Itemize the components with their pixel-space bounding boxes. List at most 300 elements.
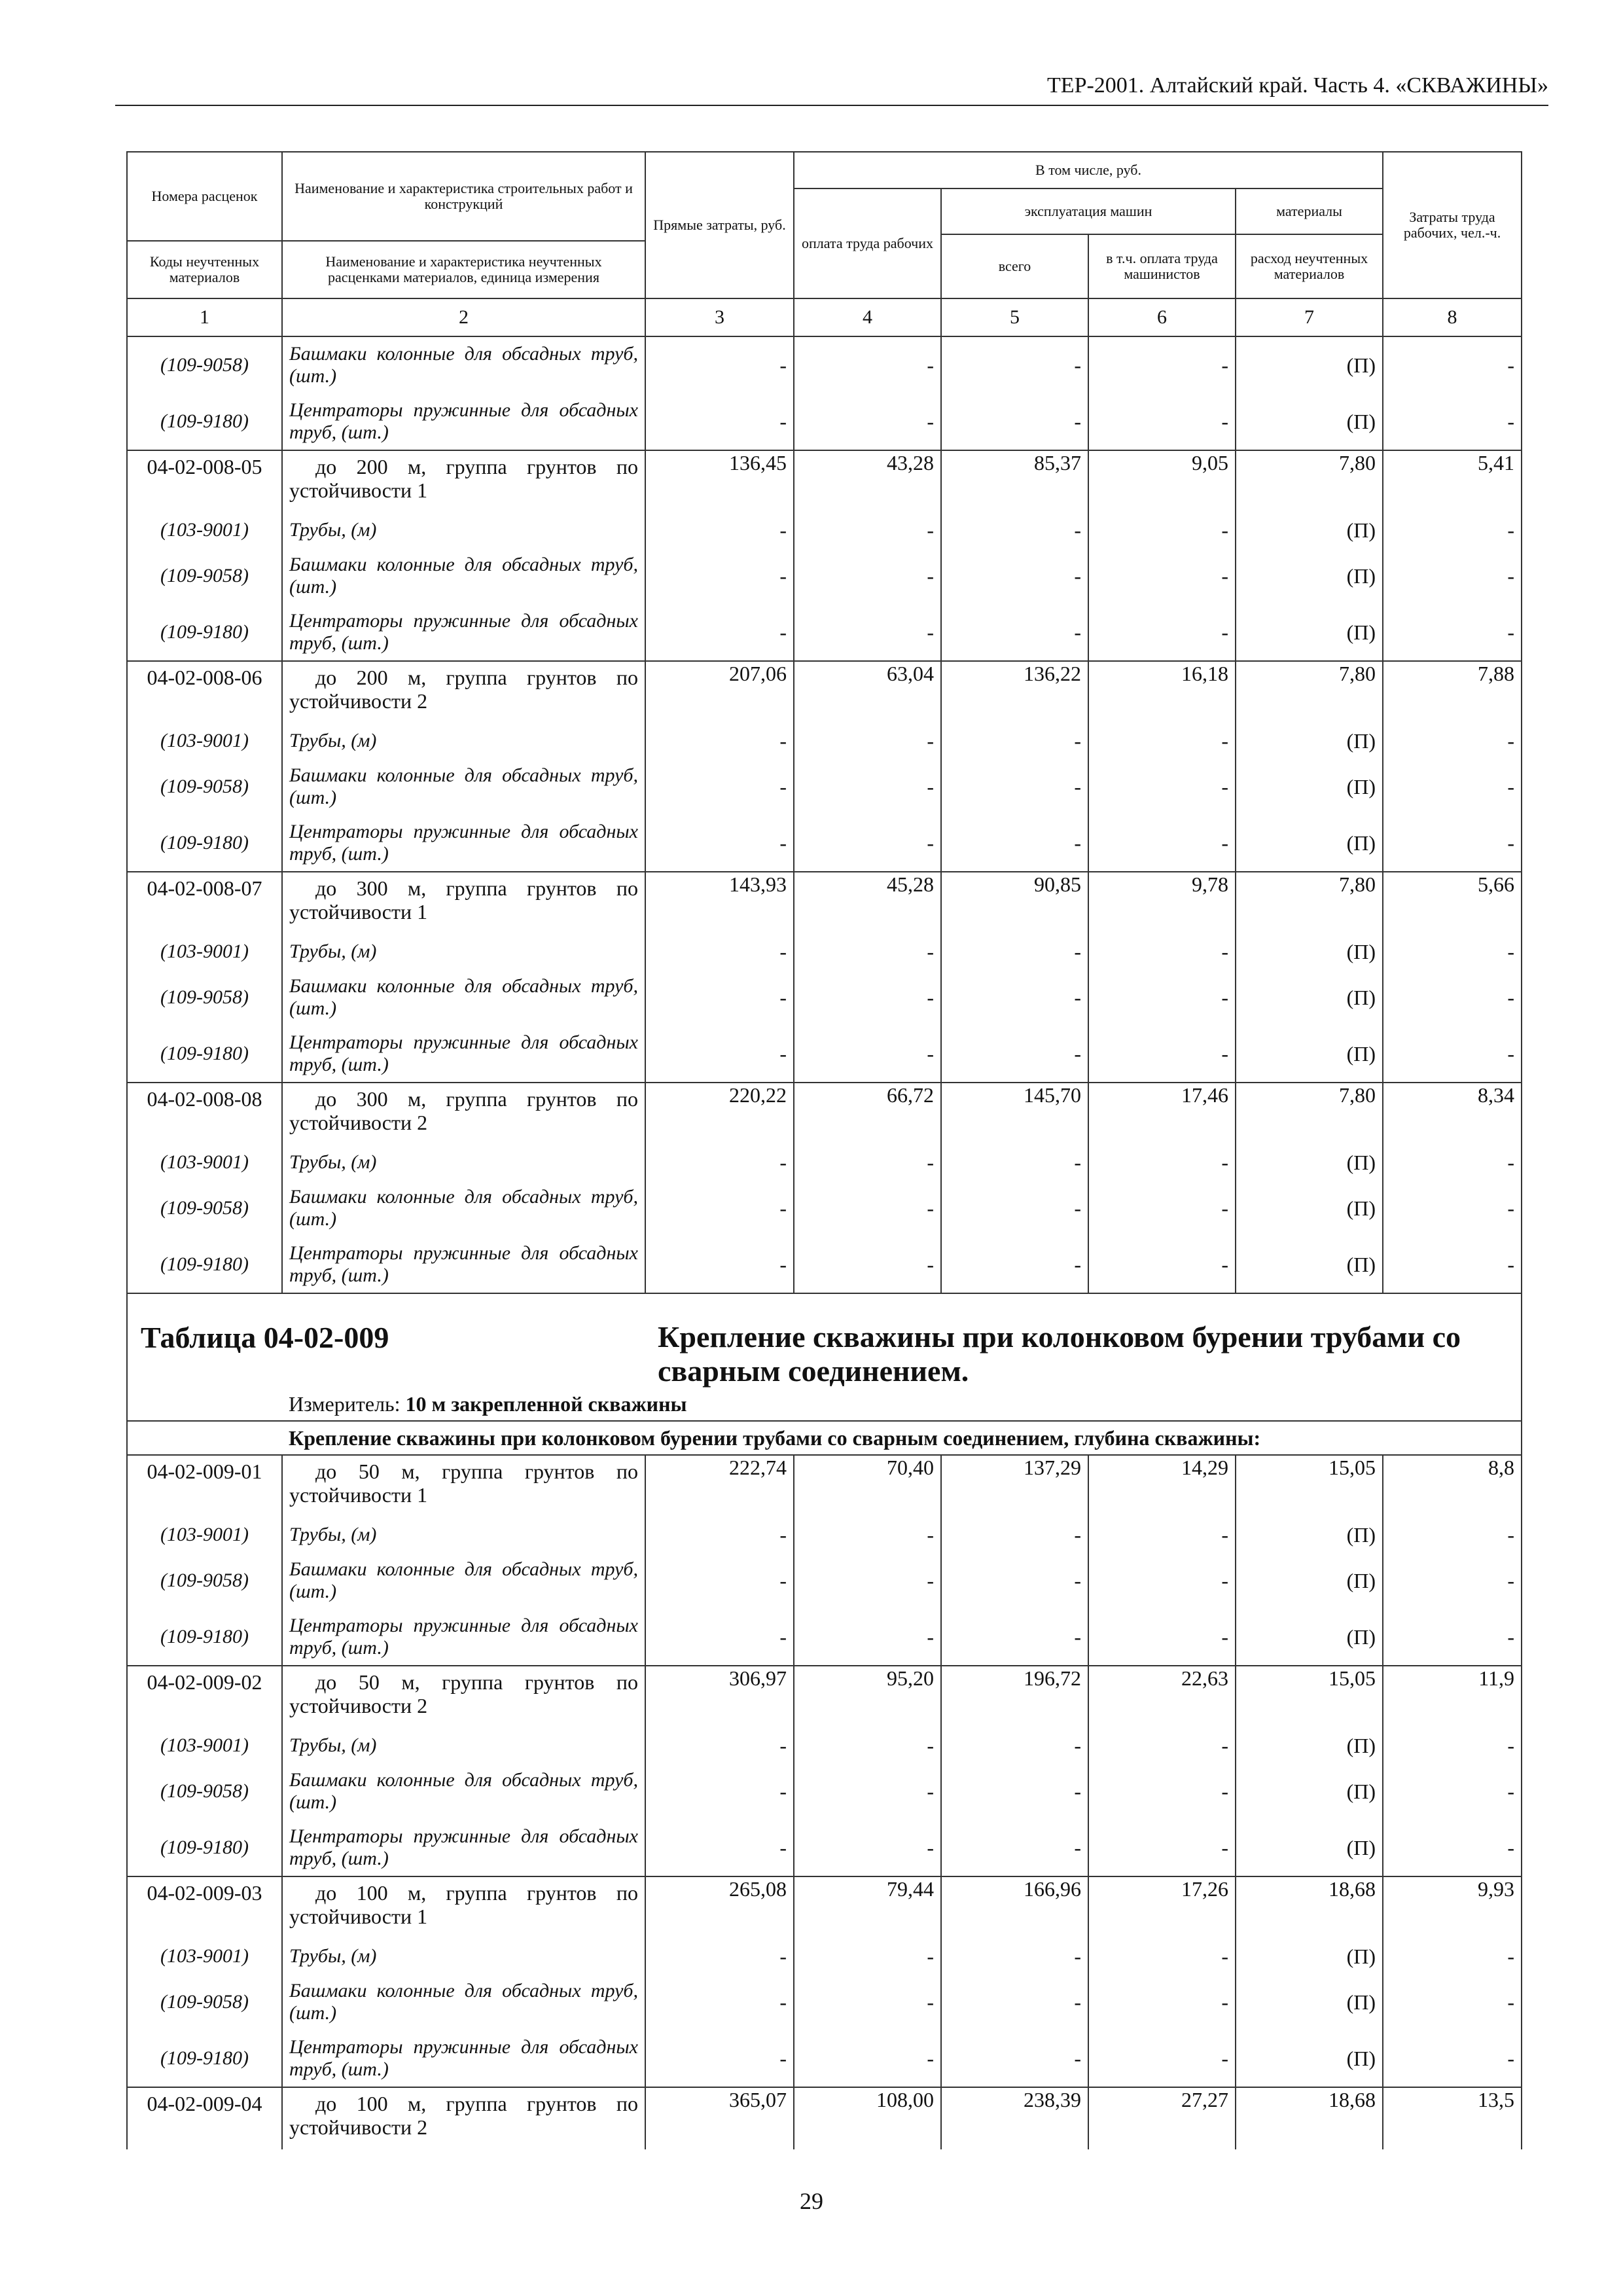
- table-body-top: [127, 336, 1522, 1293]
- material-code: (103-9001): [127, 1517, 282, 1552]
- material-dash: -: [794, 2030, 941, 2087]
- material-dash: -: [1088, 1974, 1236, 2030]
- material-p: (П): [1236, 723, 1383, 759]
- material-dash: -: [645, 1145, 794, 1180]
- material-code: (109-9180): [127, 1026, 282, 1083]
- material-name: Башмаки колонные для обсадных труб, (шт.): [282, 1552, 645, 1609]
- rate-value: 265,08: [645, 1876, 794, 1939]
- material-row: [127, 1728, 1522, 1763]
- material-dash: -: [794, 969, 941, 1026]
- material-dash: -: [645, 1552, 794, 1609]
- material-dash: -: [941, 1180, 1088, 1236]
- material-dash: -: [941, 723, 1088, 759]
- material-name: Центраторы пружинные для обсадных труб, (шт.): [282, 1820, 645, 1876]
- material-dash: -: [1088, 1939, 1236, 1974]
- material-dash: -: [1088, 1236, 1236, 1293]
- material-dash: -: [794, 759, 941, 815]
- material-dash: -: [1088, 1026, 1236, 1083]
- material-dash: -: [1383, 1180, 1522, 1236]
- rate-value: 7,80: [1236, 872, 1383, 934]
- meter-value: 10 м закрепленной скважины: [405, 1392, 687, 1416]
- material-dash: -: [1088, 1763, 1236, 1820]
- material-name: Башмаки колонные для обсадных труб, (шт.): [282, 336, 645, 393]
- material-dash: -: [1383, 2030, 1522, 2087]
- rate-value: 7,80: [1236, 1083, 1383, 1145]
- header-materials: материалы: [1236, 188, 1383, 234]
- material-code: (109-9058): [127, 759, 282, 815]
- col-num: 4: [794, 298, 941, 336]
- material-dash: -: [1383, 1763, 1522, 1820]
- rates-table: [126, 151, 1522, 2149]
- material-dash: -: [645, 548, 794, 604]
- material-name: Башмаки колонные для обсадных труб, (шт.): [282, 969, 645, 1026]
- material-dash: -: [645, 759, 794, 815]
- material-code: (109-9058): [127, 336, 282, 393]
- material-name: Башмаки колонные для обсадных труб, (шт.): [282, 548, 645, 604]
- rate-code: 04-02-009-01: [127, 1455, 282, 1517]
- material-dash: -: [941, 815, 1088, 872]
- material-dash: -: [645, 1728, 794, 1763]
- running-header: ТЕР-2001. Алтайский край. Часть 4. «СКВАЖИНЫ»: [115, 73, 1548, 106]
- material-dash: -: [794, 1180, 941, 1236]
- material-dash: -: [1088, 336, 1236, 393]
- material-name: Трубы, (м): [282, 1728, 645, 1763]
- material-dash: -: [794, 1236, 941, 1293]
- material-code: (103-9001): [127, 1145, 282, 1180]
- material-dash: -: [941, 1939, 1088, 1974]
- material-dash: -: [645, 969, 794, 1026]
- material-row: [127, 512, 1522, 548]
- rate-row: [127, 1876, 1522, 1939]
- rate-value: 238,39: [941, 2087, 1088, 2149]
- material-dash: -: [941, 1236, 1088, 1293]
- material-row: [127, 393, 1522, 450]
- rate-name: до 50 м, группа грунтов по устойчивости 1: [282, 1455, 645, 1517]
- col-num: 5: [941, 298, 1088, 336]
- material-name: Центраторы пружинные для обсадных труб, (шт.): [282, 1026, 645, 1083]
- page-number: 29: [800, 2188, 823, 2214]
- material-dash: -: [794, 1609, 941, 1666]
- material-dash: -: [645, 604, 794, 661]
- header-col7: расход неучтенных материалов: [1236, 234, 1383, 298]
- col-num: 7: [1236, 298, 1383, 336]
- material-dash: -: [1383, 934, 1522, 969]
- material-code: (103-9001): [127, 1939, 282, 1974]
- material-dash: -: [1383, 723, 1522, 759]
- material-p: (П): [1236, 1552, 1383, 1609]
- material-row: [127, 934, 1522, 969]
- material-dash: -: [1383, 1145, 1522, 1180]
- rate-value: 145,70: [941, 1083, 1088, 1145]
- material-row: [127, 969, 1522, 1026]
- material-dash: -: [794, 815, 941, 872]
- rate-value: 136,22: [941, 661, 1088, 723]
- material-dash: -: [794, 393, 941, 450]
- material-name: Трубы, (м): [282, 1145, 645, 1180]
- header-col8: Затраты труда рабочих, чел.-ч.: [1383, 152, 1522, 298]
- rate-value: 14,29: [1088, 1455, 1236, 1517]
- material-row: [127, 1939, 1522, 1974]
- rate-row: [127, 872, 1522, 934]
- material-dash: -: [794, 336, 941, 393]
- material-row: [127, 1145, 1522, 1180]
- rate-name: до 100 м, группа грунтов по устойчивости 1: [282, 1876, 645, 1939]
- material-code: (109-9058): [127, 1552, 282, 1609]
- material-dash: -: [941, 1820, 1088, 1876]
- material-p: (П): [1236, 1180, 1383, 1236]
- header-col4: оплата труда рабочих: [794, 188, 941, 298]
- rate-value: 8,8: [1383, 1455, 1522, 1517]
- material-row: [127, 1609, 1522, 1666]
- meter: [128, 1388, 1521, 1420]
- rate-value: 17,46: [1088, 1083, 1236, 1145]
- material-dash: -: [1383, 1820, 1522, 1876]
- material-dash: -: [645, 1974, 794, 2030]
- material-dash: -: [645, 934, 794, 969]
- rate-value: 95,20: [794, 1666, 941, 1728]
- table-body-bottom: [127, 1455, 1522, 2149]
- header-col1-bottom: Коды неучтенных материалов: [127, 241, 282, 298]
- material-row: [127, 1763, 1522, 1820]
- material-dash: -: [941, 934, 1088, 969]
- rate-name: до 200 м, группа грунтов по устойчивости 1: [282, 450, 645, 512]
- material-dash: -: [794, 1552, 941, 1609]
- rate-code: 04-02-008-07: [127, 872, 282, 934]
- material-dash: -: [1088, 815, 1236, 872]
- material-dash: -: [794, 1974, 941, 2030]
- rate-value: 222,74: [645, 1455, 794, 1517]
- material-dash: -: [645, 1939, 794, 1974]
- rate-value: 108,00: [794, 2087, 941, 2149]
- material-dash: -: [794, 934, 941, 969]
- material-p: (П): [1236, 1517, 1383, 1552]
- material-dash: -: [794, 1517, 941, 1552]
- material-dash: -: [1088, 759, 1236, 815]
- rate-code: 04-02-009-03: [127, 1876, 282, 1939]
- rate-value: 16,18: [1088, 661, 1236, 723]
- material-row: [127, 604, 1522, 661]
- material-dash: -: [1383, 604, 1522, 661]
- material-dash: -: [941, 1728, 1088, 1763]
- rate-value: 13,5: [1383, 2087, 1522, 2149]
- rate-name: до 300 м, группа грунтов по устойчивости 2: [282, 1083, 645, 1145]
- header-incl: В том числе, руб.: [794, 152, 1383, 188]
- material-dash: -: [941, 1552, 1088, 1609]
- rate-value: 7,80: [1236, 450, 1383, 512]
- material-p: (П): [1236, 934, 1383, 969]
- material-code: (109-9180): [127, 1820, 282, 1876]
- material-code: (103-9001): [127, 1728, 282, 1763]
- rate-code: 04-02-008-05: [127, 450, 282, 512]
- material-p: (П): [1236, 969, 1383, 1026]
- material-p: (П): [1236, 1728, 1383, 1763]
- material-dash: -: [941, 1026, 1088, 1083]
- material-dash: -: [794, 1820, 941, 1876]
- material-p: (П): [1236, 1609, 1383, 1666]
- material-dash: -: [794, 512, 941, 548]
- rate-value: 365,07: [645, 2087, 794, 2149]
- material-code: (103-9001): [127, 512, 282, 548]
- material-dash: -: [1383, 1728, 1522, 1763]
- table-title-row: [127, 1293, 1522, 1421]
- rate-value: 136,45: [645, 450, 794, 512]
- rate-value: 196,72: [941, 1666, 1088, 1728]
- material-dash: -: [1383, 548, 1522, 604]
- rate-value: 15,05: [1236, 1455, 1383, 1517]
- col-num: 8: [1383, 298, 1522, 336]
- material-code: (109-9180): [127, 815, 282, 872]
- col-num: 1: [127, 298, 282, 336]
- material-dash: -: [645, 1609, 794, 1666]
- column-numbers: [127, 298, 1522, 336]
- material-dash: -: [645, 1236, 794, 1293]
- material-dash: -: [794, 604, 941, 661]
- table-header: [127, 152, 1522, 336]
- material-code: (109-9058): [127, 1763, 282, 1820]
- rate-value: 18,68: [1236, 2087, 1383, 2149]
- material-dash: -: [794, 1145, 941, 1180]
- material-name: Башмаки колонные для обсадных труб, (шт.): [282, 1180, 645, 1236]
- material-name: Центраторы пружинные для обсадных труб, (шт.): [282, 604, 645, 661]
- rate-row: [127, 1455, 1522, 1517]
- rate-row: [127, 450, 1522, 512]
- rate-value: 143,93: [645, 872, 794, 934]
- material-p: (П): [1236, 2030, 1383, 2087]
- material-dash: -: [1088, 1728, 1236, 1763]
- material-dash: -: [941, 759, 1088, 815]
- material-code: (109-9180): [127, 1236, 282, 1293]
- material-code: (109-9058): [127, 969, 282, 1026]
- meter-label: Измеритель:: [289, 1392, 401, 1416]
- material-dash: -: [941, 512, 1088, 548]
- rate-value: 22,63: [1088, 1666, 1236, 1728]
- material-name: Центраторы пружинные для обсадных труб, (шт.): [282, 1609, 645, 1666]
- rate-value: 306,97: [645, 1666, 794, 1728]
- rate-value: 70,40: [794, 1455, 941, 1517]
- material-dash: -: [1088, 1609, 1236, 1666]
- material-p: (П): [1236, 815, 1383, 872]
- material-dash: -: [1383, 1974, 1522, 2030]
- rate-name: до 300 м, группа грунтов по устойчивости 1: [282, 872, 645, 934]
- section-heading-row: [127, 1421, 1522, 1455]
- material-p: (П): [1236, 604, 1383, 661]
- material-dash: -: [645, 336, 794, 393]
- material-p: (П): [1236, 1145, 1383, 1180]
- material-dash: -: [941, 969, 1088, 1026]
- material-code: (109-9058): [127, 1180, 282, 1236]
- material-row: [127, 815, 1522, 872]
- rate-code: 04-02-008-06: [127, 661, 282, 723]
- material-row: [127, 1026, 1522, 1083]
- rate-row: [127, 661, 1522, 723]
- material-dash: -: [1088, 723, 1236, 759]
- material-code: (109-9058): [127, 548, 282, 604]
- material-dash: -: [1383, 512, 1522, 548]
- rate-value: 79,44: [794, 1876, 941, 1939]
- rate-value: 166,96: [941, 1876, 1088, 1939]
- material-dash: -: [794, 1763, 941, 1820]
- col-num: 3: [645, 298, 794, 336]
- material-p: (П): [1236, 393, 1383, 450]
- material-dash: -: [794, 1939, 941, 1974]
- header-col6: в т.ч. оплата труда машинистов: [1088, 234, 1236, 298]
- material-dash: -: [645, 512, 794, 548]
- material-dash: -: [941, 393, 1088, 450]
- table-number: Таблица 04-02-009: [141, 1321, 389, 1354]
- material-row: [127, 548, 1522, 604]
- material-dash: -: [645, 1763, 794, 1820]
- material-p: (П): [1236, 1820, 1383, 1876]
- material-dash: -: [1383, 1939, 1522, 1974]
- material-row: [127, 1517, 1522, 1552]
- material-row: [127, 759, 1522, 815]
- rate-name: до 50 м, группа грунтов по устойчивости 2: [282, 1666, 645, 1728]
- material-dash: -: [1383, 1552, 1522, 1609]
- material-dash: -: [1088, 1517, 1236, 1552]
- header-col5: всего: [941, 234, 1088, 298]
- rate-value: 27,27: [1088, 2087, 1236, 2149]
- material-dash: -: [645, 723, 794, 759]
- rate-name: до 100 м, группа грунтов по устойчивости 2: [282, 2087, 645, 2149]
- material-name: Центраторы пружинные для обсадных труб, (шт.): [282, 815, 645, 872]
- material-name: Трубы, (м): [282, 723, 645, 759]
- material-dash: -: [941, 604, 1088, 661]
- rate-value: 137,29: [941, 1455, 1088, 1517]
- material-dash: -: [1088, 969, 1236, 1026]
- col-num: 2: [282, 298, 645, 336]
- material-dash: -: [1088, 393, 1236, 450]
- section-heading: Крепление скважины при колонковом бурении трубами со сварным соединением, глубина скважины:: [127, 1421, 1522, 1455]
- material-row: [127, 336, 1522, 393]
- material-dash: -: [794, 1026, 941, 1083]
- material-row: [127, 2030, 1522, 2087]
- material-dash: -: [645, 2030, 794, 2087]
- material-dash: -: [1088, 1820, 1236, 1876]
- material-dash: -: [941, 1609, 1088, 1666]
- material-dash: -: [645, 1820, 794, 1876]
- rate-code: 04-02-009-02: [127, 1666, 282, 1728]
- header-machines: эксплуатация машин: [941, 188, 1236, 234]
- material-p: (П): [1236, 1236, 1383, 1293]
- rate-row: [127, 2087, 1522, 2149]
- material-p: (П): [1236, 548, 1383, 604]
- rate-value: 66,72: [794, 1083, 941, 1145]
- rate-value: 63,04: [794, 661, 941, 723]
- rate-value: 5,66: [1383, 872, 1522, 934]
- material-code: (109-9180): [127, 2030, 282, 2087]
- material-name: Башмаки колонные для обсадных труб, (шт.): [282, 759, 645, 815]
- material-dash: -: [1088, 934, 1236, 969]
- rate-value: 9,05: [1088, 450, 1236, 512]
- material-dash: -: [941, 548, 1088, 604]
- material-dash: -: [1088, 1552, 1236, 1609]
- material-dash: -: [794, 1728, 941, 1763]
- material-p: (П): [1236, 1939, 1383, 1974]
- material-code: (103-9001): [127, 934, 282, 969]
- material-name: Башмаки колонные для обсадных труб, (шт.): [282, 1763, 645, 1820]
- rate-value: 18,68: [1236, 1876, 1383, 1939]
- material-dash: -: [1088, 1180, 1236, 1236]
- material-dash: -: [1383, 815, 1522, 872]
- material-dash: -: [1088, 548, 1236, 604]
- rate-value: 45,28: [794, 872, 941, 934]
- rate-code: 04-02-008-08: [127, 1083, 282, 1145]
- material-p: (П): [1236, 759, 1383, 815]
- material-name: Трубы, (м): [282, 934, 645, 969]
- rate-value: 17,26: [1088, 1876, 1236, 1939]
- header-col2-top: Наименование и характеристика строительных работ и конструкций: [282, 152, 645, 241]
- material-dash: -: [645, 815, 794, 872]
- material-code: (109-9058): [127, 1974, 282, 2030]
- material-name: Трубы, (м): [282, 1517, 645, 1552]
- material-dash: -: [645, 393, 794, 450]
- rate-value: 5,41: [1383, 450, 1522, 512]
- material-name: Центраторы пружинные для обсадных труб, (шт.): [282, 393, 645, 450]
- material-p: (П): [1236, 336, 1383, 393]
- material-name: Центраторы пружинные для обсадных труб, (шт.): [282, 2030, 645, 2087]
- material-p: (П): [1236, 1763, 1383, 1820]
- material-dash: -: [941, 1763, 1088, 1820]
- rate-value: 43,28: [794, 450, 941, 512]
- material-p: (П): [1236, 1974, 1383, 2030]
- material-dash: -: [645, 1517, 794, 1552]
- material-dash: -: [941, 1974, 1088, 2030]
- material-dash: -: [941, 1517, 1088, 1552]
- material-row: [127, 723, 1522, 759]
- material-dash: -: [1088, 2030, 1236, 2087]
- rate-value: 9,93: [1383, 1876, 1522, 1939]
- material-p: (П): [1236, 512, 1383, 548]
- material-dash: -: [1088, 512, 1236, 548]
- col-num: 6: [1088, 298, 1236, 336]
- rate-value: 7,88: [1383, 661, 1522, 723]
- table-body-009: [127, 1293, 1522, 1455]
- rate-row: [127, 1666, 1522, 1728]
- rate-name: до 200 м, группа грунтов по устойчивости 2: [282, 661, 645, 723]
- rate-value: 90,85: [941, 872, 1088, 934]
- rate-value: 207,06: [645, 661, 794, 723]
- material-name: Трубы, (м): [282, 512, 645, 548]
- material-dash: -: [941, 336, 1088, 393]
- material-dash: -: [941, 1145, 1088, 1180]
- material-dash: -: [794, 723, 941, 759]
- rates-table-frame: [126, 151, 1521, 2149]
- material-row: [127, 1552, 1522, 1609]
- material-dash: -: [1383, 969, 1522, 1026]
- material-dash: -: [1383, 336, 1522, 393]
- material-dash: -: [794, 548, 941, 604]
- material-dash: -: [1383, 1609, 1522, 1666]
- rate-row: [127, 1083, 1522, 1145]
- material-dash: -: [1383, 393, 1522, 450]
- material-dash: -: [1088, 1145, 1236, 1180]
- material-name: Центраторы пружинные для обсадных труб, (шт.): [282, 1236, 645, 1293]
- rate-value: 11,9: [1383, 1666, 1522, 1728]
- material-dash: -: [1383, 1236, 1522, 1293]
- rate-value: 9,78: [1088, 872, 1236, 934]
- material-name: Башмаки колонные для обсадных труб, (шт.): [282, 1974, 645, 2030]
- material-code: (109-9180): [127, 1609, 282, 1666]
- material-dash: -: [645, 1180, 794, 1236]
- material-dash: -: [645, 1026, 794, 1083]
- rate-code: 04-02-009-04: [127, 2087, 282, 2149]
- material-dash: -: [1383, 1026, 1522, 1083]
- material-name: Трубы, (м): [282, 1939, 645, 1974]
- material-row: [127, 1236, 1522, 1293]
- material-dash: -: [941, 2030, 1088, 2087]
- rate-value: 7,80: [1236, 661, 1383, 723]
- table-title: Крепление скважины при колонковом бурении трубами со сварным соединением.: [658, 1320, 1461, 1388]
